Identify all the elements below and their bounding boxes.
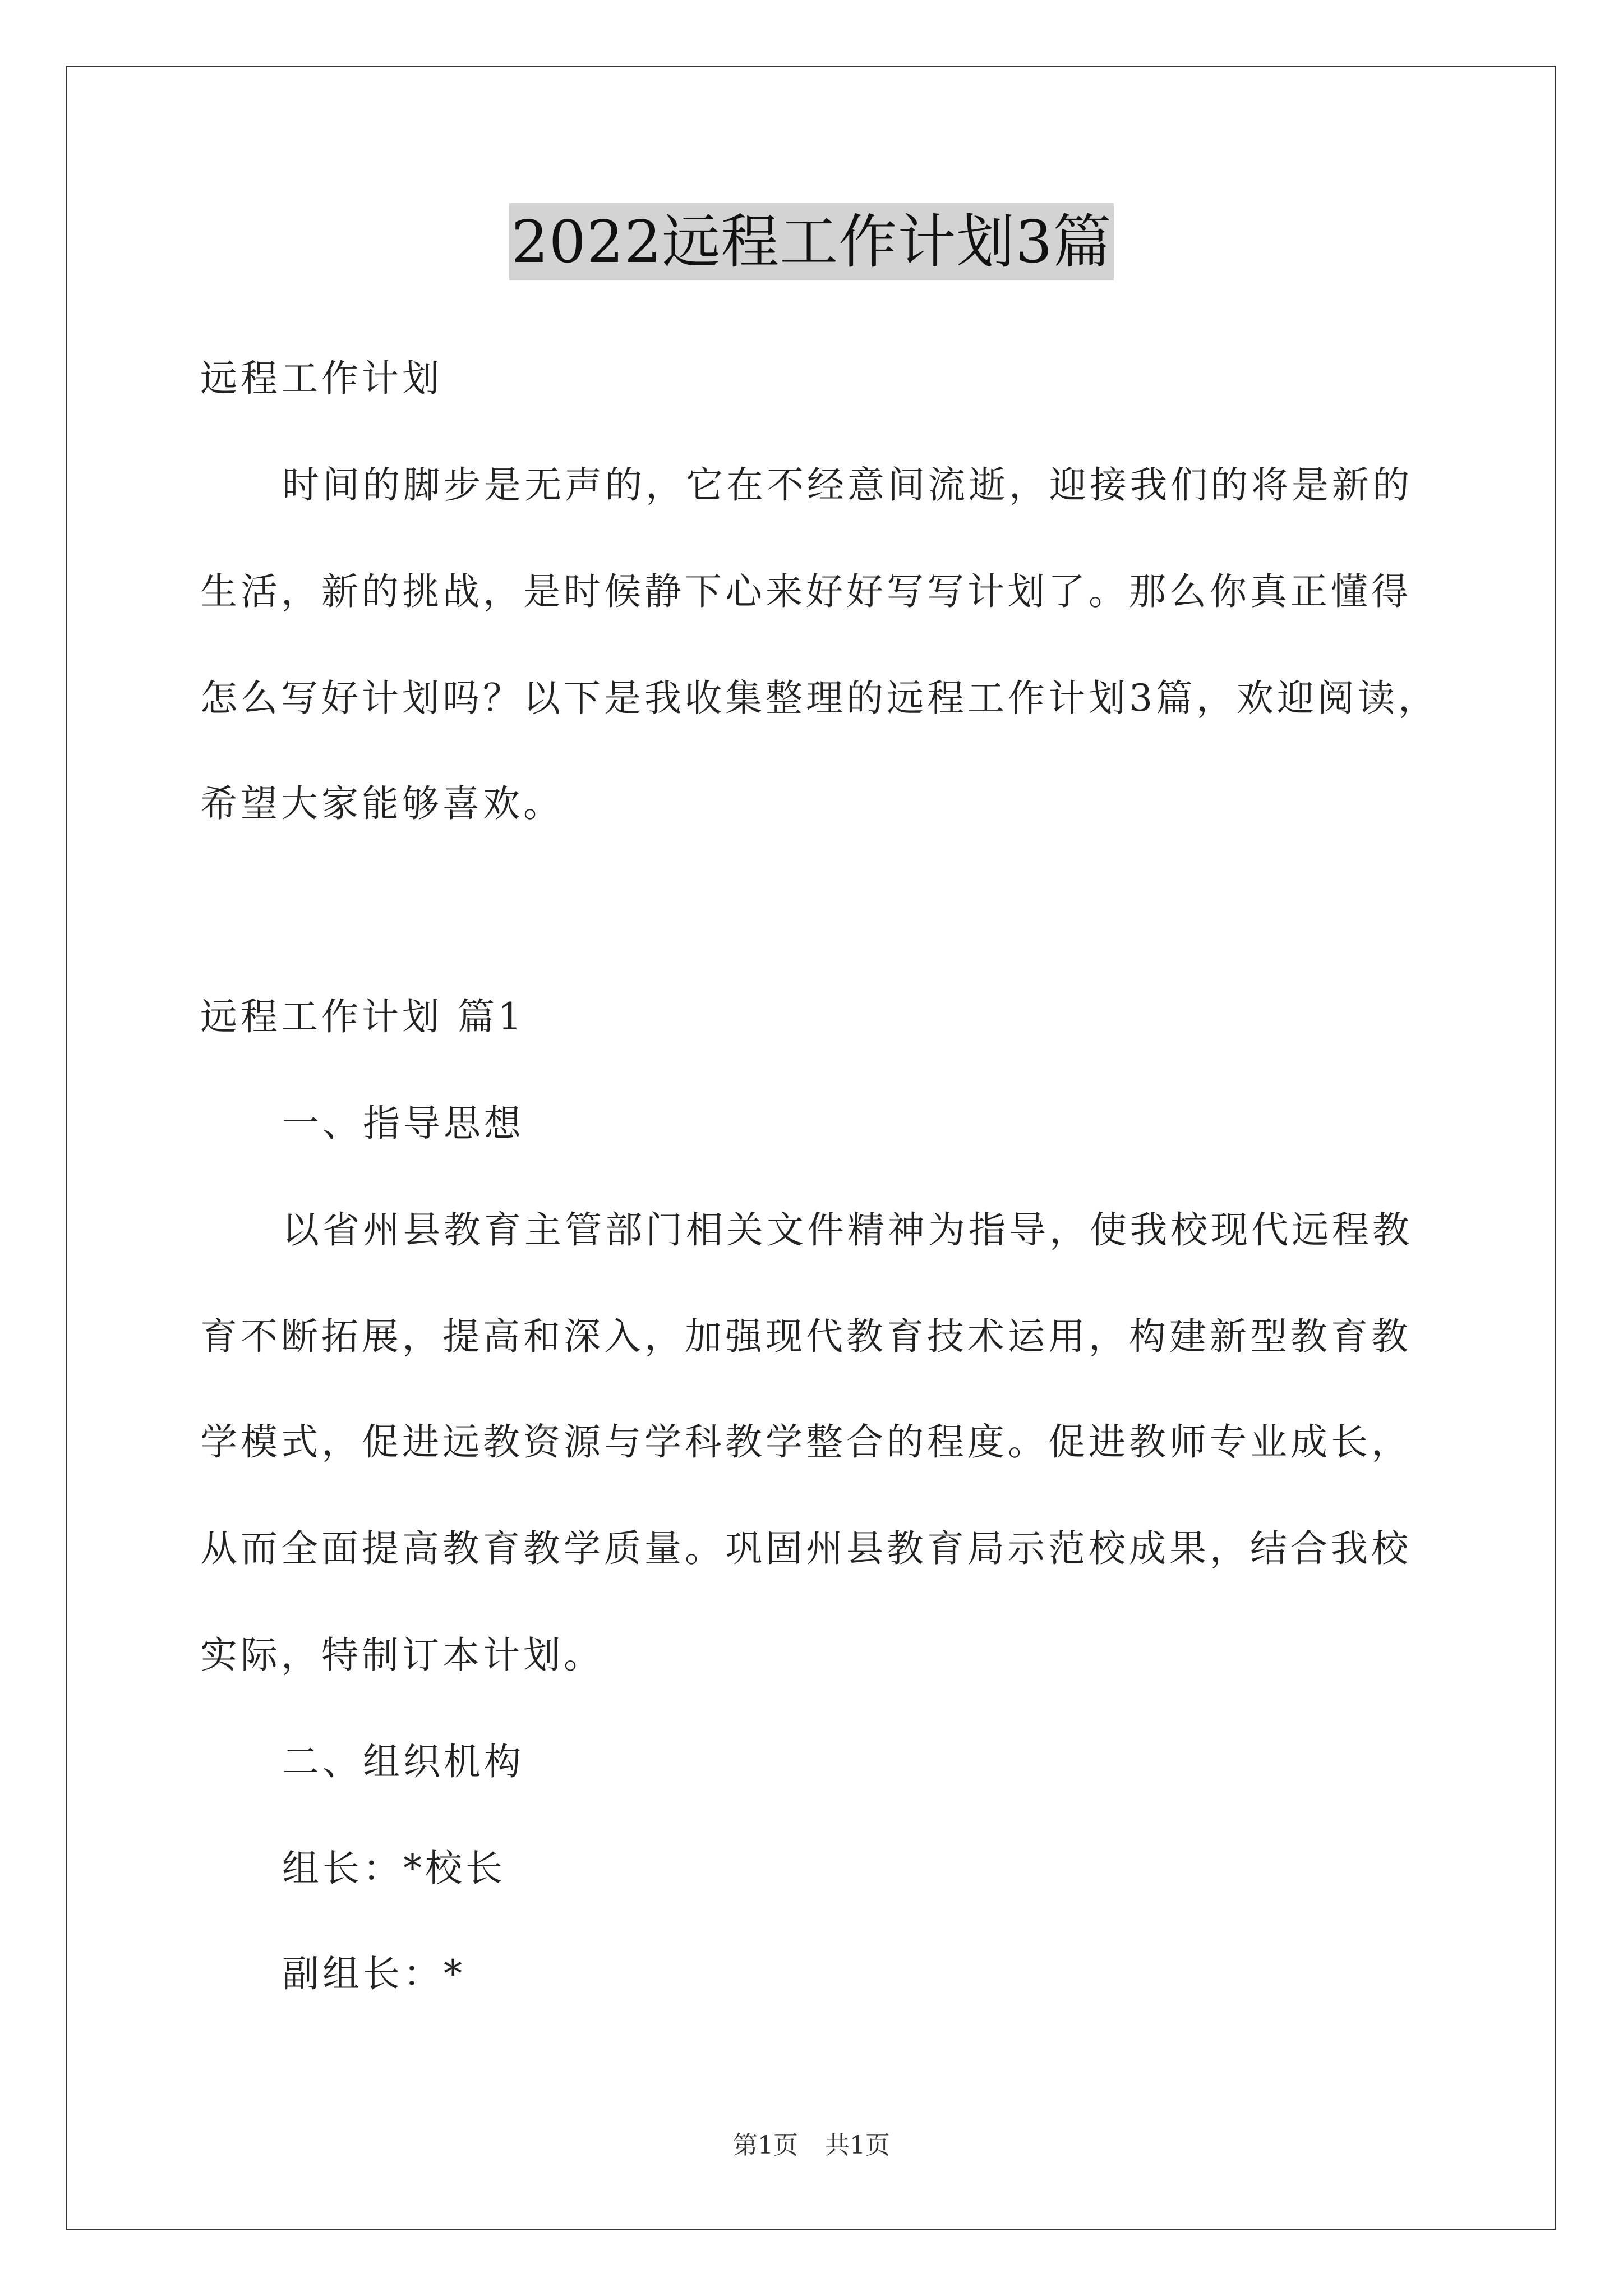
- paragraph-line: 希望大家能够喜欢。: [200, 782, 564, 825]
- paragraph-line: 从而全面提高教育教学质量。巩固州县教育局示范校成果，结合我校: [200, 1527, 1412, 1570]
- paragraph-line: 怎么写好计划吗？以下是我收集整理的远程工作计划3篇，欢迎阅读，: [200, 677, 1438, 720]
- paragraph-line: 育不断拓展，提高和深入，加强现代教育技术运用，构建新型教育教: [200, 1315, 1412, 1358]
- subheading: 一、指导思想: [282, 1102, 524, 1145]
- list-item: 组长：*校长: [282, 1847, 506, 1890]
- page-number: 第1页: [733, 2131, 798, 2160]
- paragraph-line: 实际，特制订本计划。: [200, 1634, 604, 1677]
- paragraph-line: 生活，新的挑战，是时候静下心来好好写写计划了。那么你真正懂得: [200, 570, 1412, 613]
- paragraph-line: 时间的脚步是无声的，它在不经意间流逝，迎接我们的将是新的: [282, 463, 1413, 507]
- document-title: 2022远程工作计划3篇: [509, 203, 1114, 280]
- section-heading: 远程工作计划: [200, 357, 442, 400]
- paragraph-line: 以省州县教育主管部门相关文件精神为指导，使我校现代远程教: [282, 1208, 1413, 1251]
- list-item: 副组长：*: [282, 1952, 465, 1995]
- page-total: 共1页: [825, 2131, 890, 2160]
- section-heading: 远程工作计划 篇1: [200, 995, 525, 1038]
- paragraph-line: 学模式，促进远教资源与学科教学整合的程度。促进教师专业成长，: [200, 1420, 1412, 1464]
- subheading: 二、组织机构: [282, 1740, 524, 1783]
- page-footer: [0, 2129, 1623, 2162]
- title-container: [0, 203, 1623, 280]
